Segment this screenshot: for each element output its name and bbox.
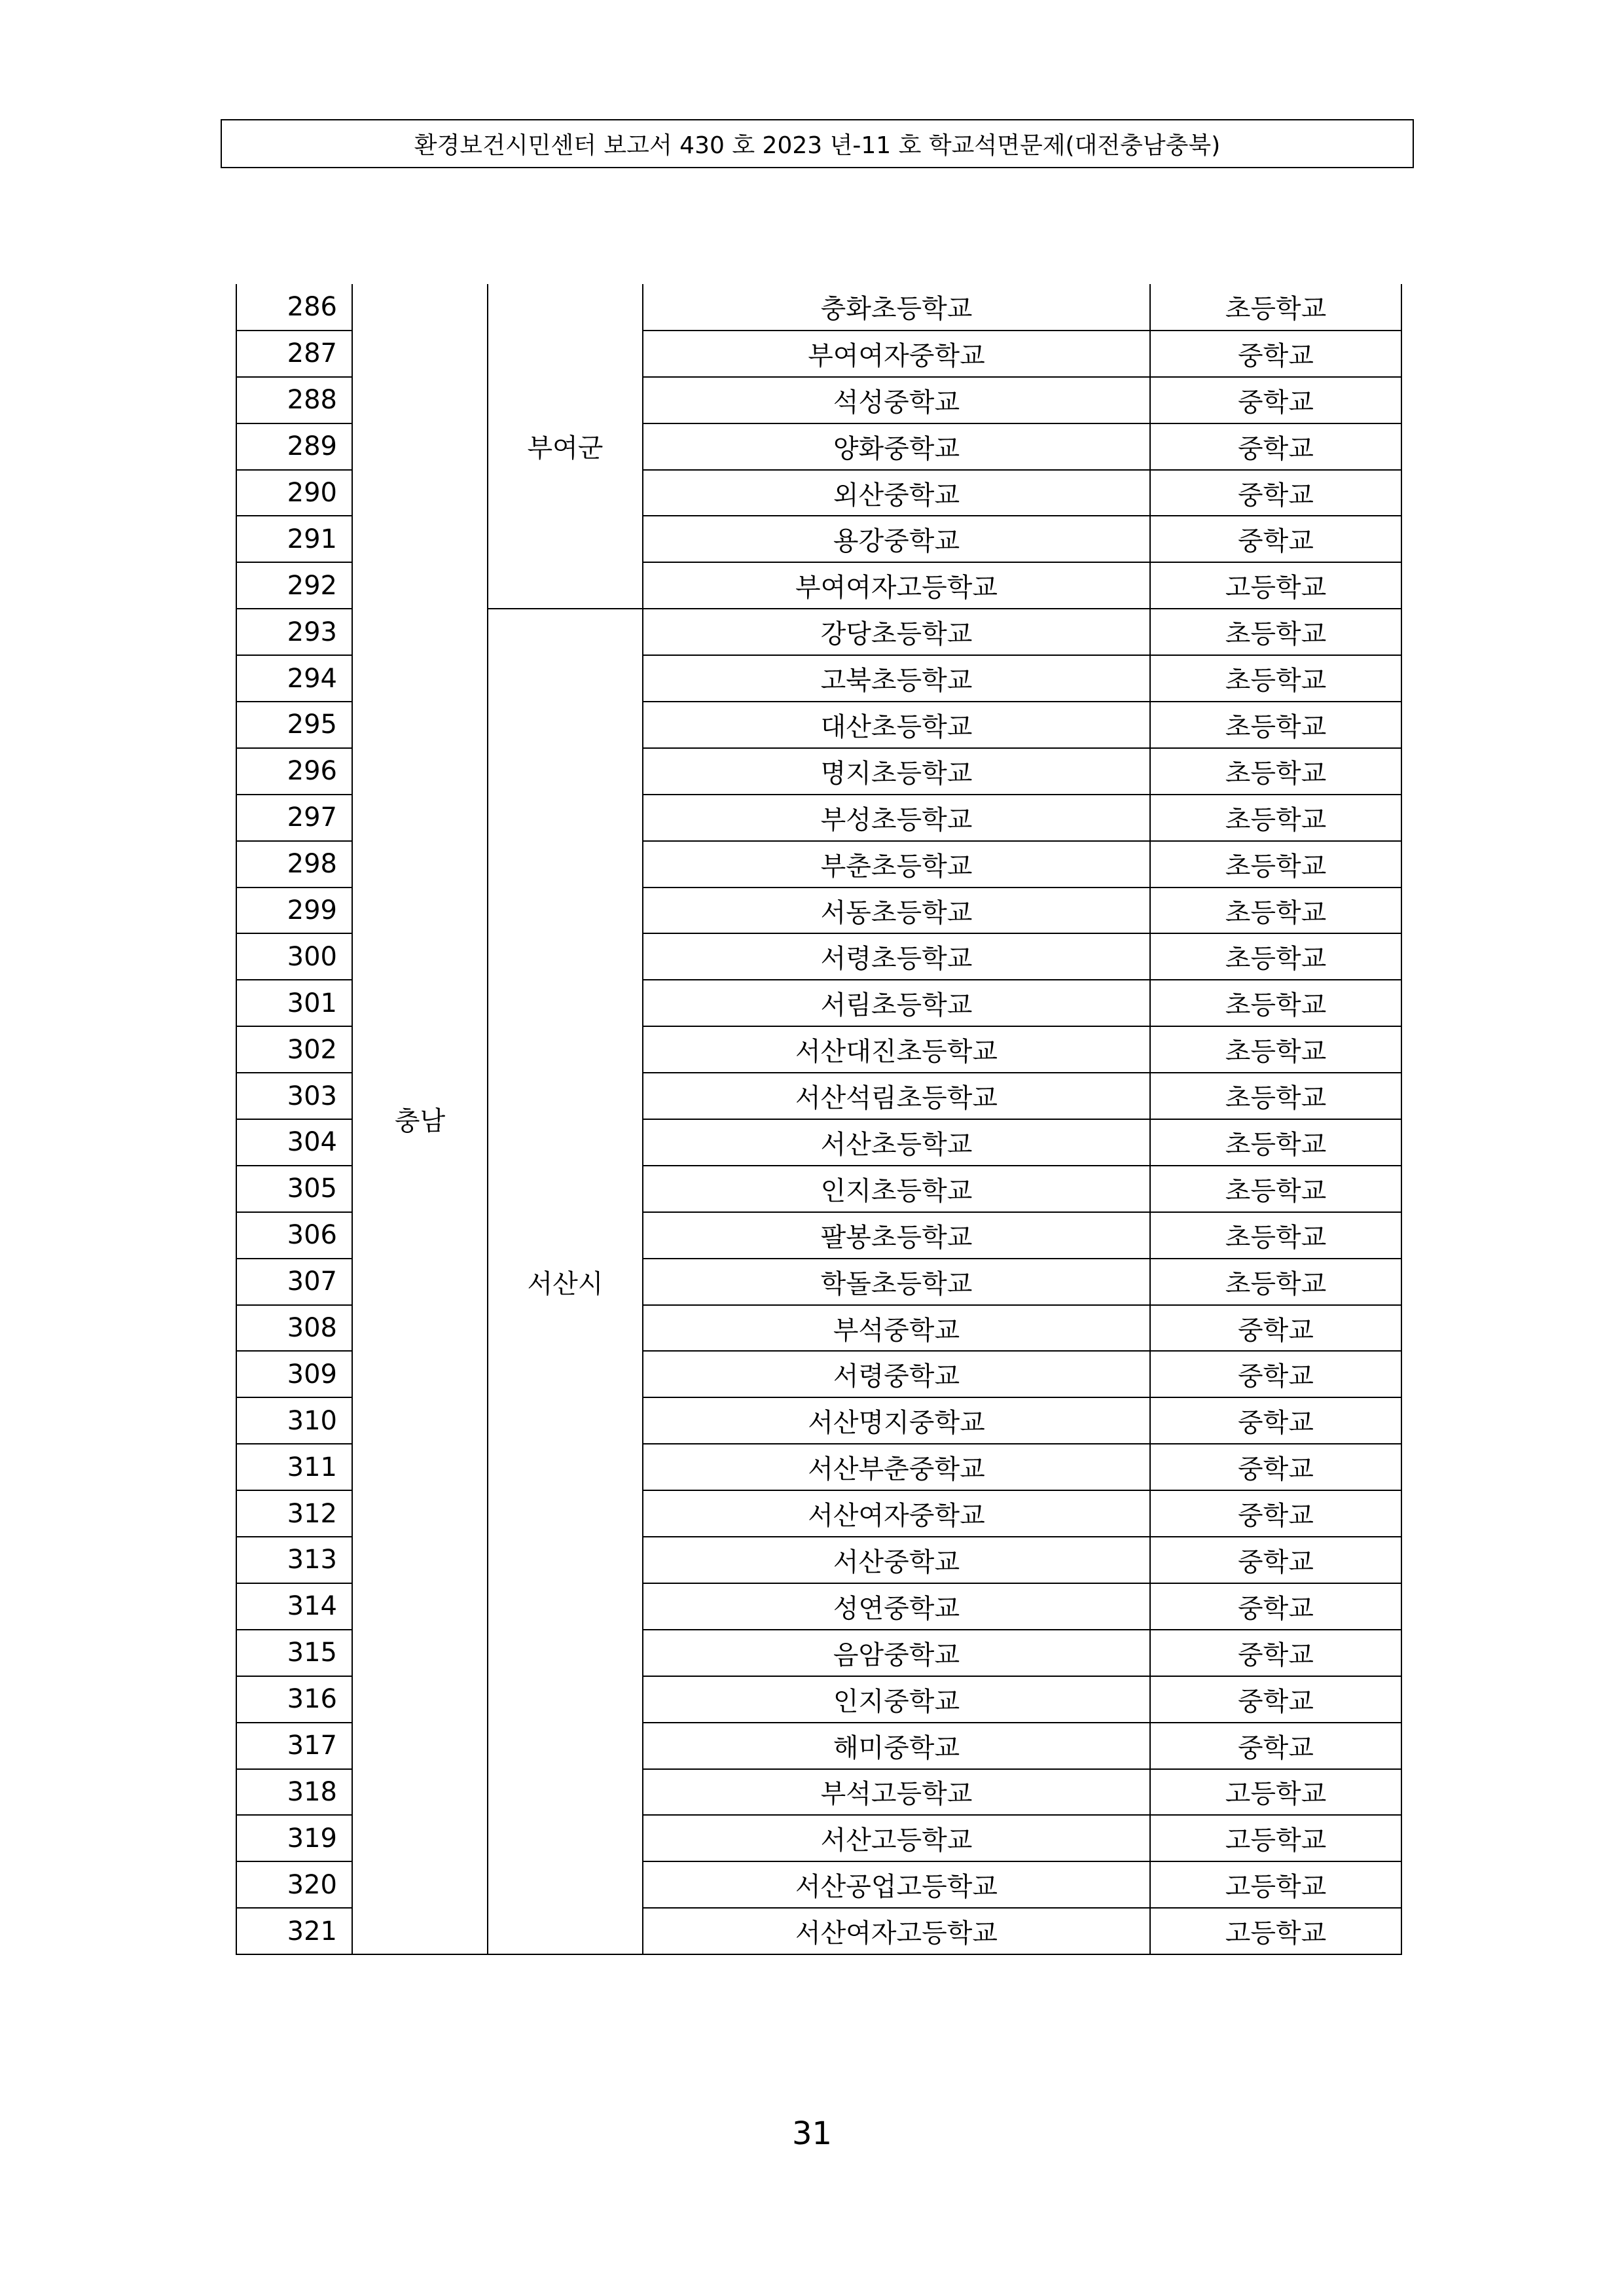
school-level-cell: 중학교 [1150, 470, 1401, 516]
school-level-cell: 초등학교 [1150, 980, 1401, 1026]
row-number: 297 [236, 795, 352, 841]
row-number: 308 [236, 1305, 352, 1352]
school-name-cell: 석성중학교 [643, 377, 1150, 423]
school-name-cell: 팔봉초등학교 [643, 1212, 1150, 1259]
school-name-cell: 서산대진초등학교 [643, 1026, 1150, 1073]
row-number: 294 [236, 655, 352, 702]
school-level-cell: 중학교 [1150, 1676, 1401, 1723]
school-level-cell: 초등학교 [1150, 1212, 1401, 1259]
school-name-cell: 충화초등학교 [643, 284, 1150, 331]
school-level-cell: 초등학교 [1150, 1073, 1401, 1119]
school-level-cell: 중학교 [1150, 1537, 1401, 1583]
school-name-cell: 외산중학교 [643, 470, 1150, 516]
school-level-cell: 고등학교 [1150, 1815, 1401, 1861]
row-number: 291 [236, 516, 352, 562]
school-name-cell: 학돌초등학교 [643, 1259, 1150, 1305]
school-name-cell: 인지초등학교 [643, 1166, 1150, 1212]
school-level-cell: 초등학교 [1150, 609, 1401, 655]
school-level-cell: 중학교 [1150, 1351, 1401, 1397]
row-number: 319 [236, 1815, 352, 1861]
row-number: 302 [236, 1026, 352, 1073]
row-number: 301 [236, 980, 352, 1026]
row-number: 314 [236, 1583, 352, 1630]
school-name-cell: 서산여자중학교 [643, 1490, 1150, 1537]
school-name-cell: 양화중학교 [643, 423, 1150, 470]
row-number: 307 [236, 1259, 352, 1305]
row-number: 317 [236, 1723, 352, 1769]
school-name-cell: 부여여자고등학교 [643, 562, 1150, 609]
school-level-cell: 고등학교 [1150, 1861, 1401, 1908]
school-level-cell: 초등학교 [1150, 702, 1401, 748]
row-number: 298 [236, 841, 352, 888]
row-number: 312 [236, 1490, 352, 1537]
row-number: 293 [236, 609, 352, 655]
school-name-cell: 부석중학교 [643, 1305, 1150, 1352]
school-level-cell: 초등학교 [1150, 1259, 1401, 1305]
school-name-cell: 대산초등학교 [643, 702, 1150, 748]
row-number: 316 [236, 1676, 352, 1723]
school-name-cell: 성연중학교 [643, 1583, 1150, 1630]
school-level-cell: 중학교 [1150, 331, 1401, 377]
school-level-cell: 중학교 [1150, 1723, 1401, 1769]
row-number: 304 [236, 1119, 352, 1166]
row-number: 320 [236, 1861, 352, 1908]
school-level-cell: 고등학교 [1150, 1908, 1401, 1954]
row-number: 315 [236, 1630, 352, 1676]
row-number: 296 [236, 748, 352, 795]
page-number: 31 [791, 2115, 833, 2152]
school-name-cell: 서동초등학교 [643, 888, 1150, 934]
row-number: 288 [236, 377, 352, 423]
province-cell: 충남 [352, 284, 488, 1954]
school-name-cell: 부여여자중학교 [643, 331, 1150, 377]
school-name-cell: 부성초등학교 [643, 795, 1150, 841]
school-table [236, 284, 1402, 1955]
school-name-cell: 고북초등학교 [643, 655, 1150, 702]
row-number: 311 [236, 1444, 352, 1490]
school-name-cell: 서산명지중학교 [643, 1397, 1150, 1444]
school-name-cell: 서산고등학교 [643, 1815, 1150, 1861]
school-name-cell: 서산중학교 [643, 1537, 1150, 1583]
row-number: 292 [236, 562, 352, 609]
row-number: 306 [236, 1212, 352, 1259]
school-level-cell: 초등학교 [1150, 1119, 1401, 1166]
school-level-cell: 초등학교 [1150, 933, 1401, 980]
school-level-cell: 중학교 [1150, 516, 1401, 562]
school-name-cell: 해미중학교 [643, 1723, 1150, 1769]
school-name-cell: 서산여자고등학교 [643, 1908, 1150, 1954]
school-table-body [236, 284, 1401, 1954]
school-name-cell: 음암중학교 [643, 1630, 1150, 1676]
school-level-cell: 고등학교 [1150, 562, 1401, 609]
school-name-cell: 서령중학교 [643, 1351, 1150, 1397]
row-number: 287 [236, 331, 352, 377]
school-level-cell: 초등학교 [1150, 655, 1401, 702]
row-number: 290 [236, 470, 352, 516]
row-number: 286 [236, 284, 352, 331]
school-name-cell: 용강중학교 [643, 516, 1150, 562]
school-name-cell: 서령초등학교 [643, 933, 1150, 980]
report-header [221, 119, 1414, 168]
report-title: 환경보건시민센터 보고서 430 호 2023 년-11 호 학교석면문제(대전충남충북) [414, 132, 1221, 159]
school-name-cell: 서산석림초등학교 [643, 1073, 1150, 1119]
school-level-cell: 초등학교 [1150, 841, 1401, 888]
school-name-cell: 명지초등학교 [643, 748, 1150, 795]
row-number: 313 [236, 1537, 352, 1583]
school-name-cell: 서산초등학교 [643, 1119, 1150, 1166]
school-level-cell: 초등학교 [1150, 748, 1401, 795]
school-name-cell: 인지중학교 [643, 1676, 1150, 1723]
school-level-cell: 중학교 [1150, 1583, 1401, 1630]
school-level-cell: 초등학교 [1150, 888, 1401, 934]
row-number: 303 [236, 1073, 352, 1119]
school-name-cell: 서산부춘중학교 [643, 1444, 1150, 1490]
school-level-cell: 초등학교 [1150, 1166, 1401, 1212]
school-level-cell: 중학교 [1150, 423, 1401, 470]
school-name-cell: 부석고등학교 [643, 1769, 1150, 1816]
school-level-cell: 중학교 [1150, 1630, 1401, 1676]
row-number: 295 [236, 702, 352, 748]
school-level-cell: 중학교 [1150, 1444, 1401, 1490]
table-row [236, 284, 1401, 331]
row-number: 299 [236, 888, 352, 934]
school-level-cell: 초등학교 [1150, 284, 1401, 331]
school-level-cell: 중학교 [1150, 1490, 1401, 1537]
school-level-cell: 고등학교 [1150, 1769, 1401, 1816]
school-level-cell: 중학교 [1150, 377, 1401, 423]
school-name-cell: 서림초등학교 [643, 980, 1150, 1026]
row-number: 310 [236, 1397, 352, 1444]
row-number: 321 [236, 1908, 352, 1954]
school-name-cell: 서산공업고등학교 [643, 1861, 1150, 1908]
row-number: 289 [236, 423, 352, 470]
row-number: 300 [236, 933, 352, 980]
school-level-cell: 초등학교 [1150, 1026, 1401, 1073]
school-level-cell: 중학교 [1150, 1305, 1401, 1352]
school-name-cell: 강당초등학교 [643, 609, 1150, 655]
school-level-cell: 초등학교 [1150, 795, 1401, 841]
row-number: 309 [236, 1351, 352, 1397]
school-name-cell: 부춘초등학교 [643, 841, 1150, 888]
school-level-cell: 중학교 [1150, 1397, 1401, 1444]
row-number: 305 [236, 1166, 352, 1212]
district-cell: 부여군 [488, 284, 643, 609]
row-number: 318 [236, 1769, 352, 1816]
district-cell: 서산시 [488, 609, 643, 1954]
